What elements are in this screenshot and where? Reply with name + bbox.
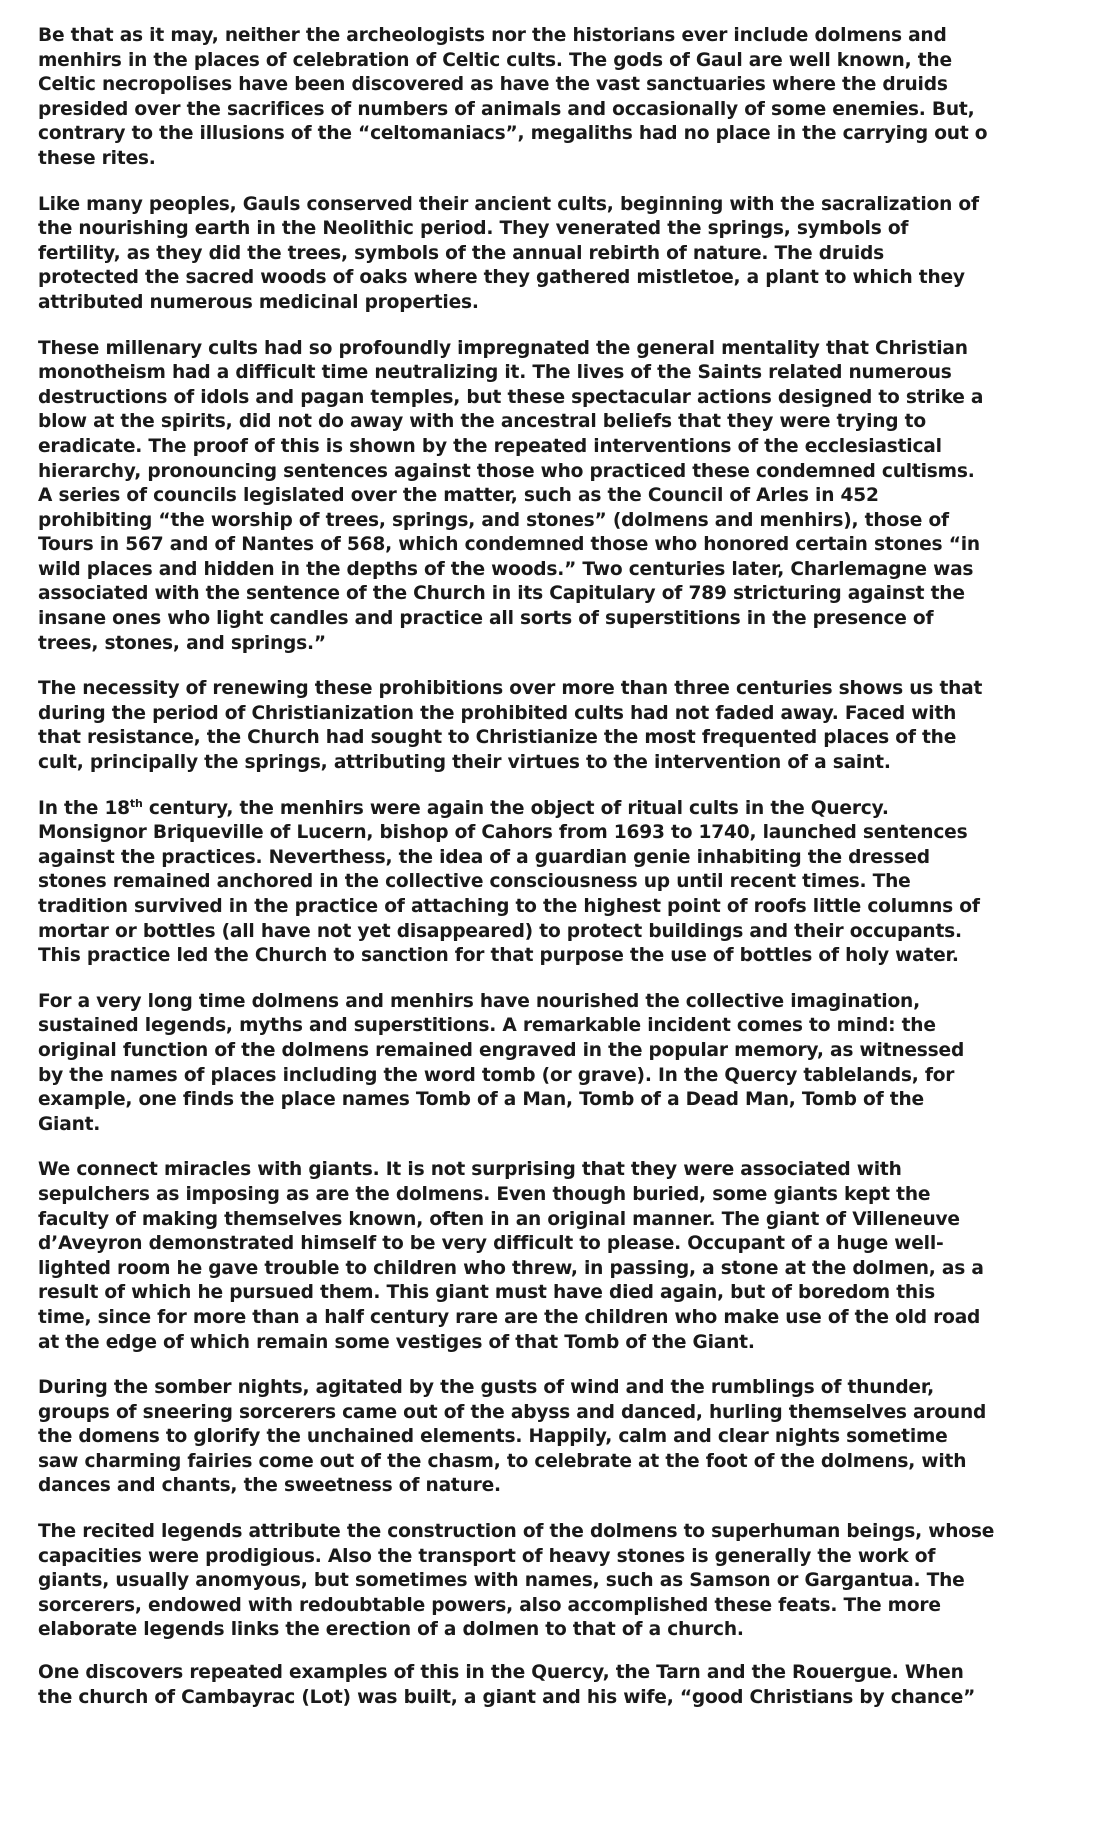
paragraph-christian-monotheism: These millenary cults had so profoundly impregnated the general mentality that Christian monotheism had a difficult time neutralizing it. The lives of the Saints related numerous destructions of idols and pagan temples, but these spectacular actions designed to strike a blow at the spirits, did not do away with the ancestral beliefs that they were trying to eradicate. The proof of this is shown by the repeated interventions of the ecclesiastical hierarchy, pronouncing sentences against those who practiced these condemned cultisms. A series of councils legislated over the matter, such as the Council of Arles in 452 prohibiting “the worship of trees, springs, and stones” (dolmens and menhirs), those of Tours in 567 and of Nantes of 568, which condemned those who honored certain stones “in wild places and hidden in the depths of the woods.” Two centuries later, Charlemagne was associated with the sentence of the Church in its Capitulary of 789 stricturing against the insane ones who light candles and practice all sorts of superstitions in the presence of trees, stones, and springs.”: [38, 337, 984, 654]
paragraph-gauls-ancient-cults: Like many peoples, Gauls conserved their ancient cults, beginning with the sacralization of the nourishing earth in the Neolithic period. They venerated the springs, symbols of fertility, as they did the trees, symbols of the annual rebirth of nature. The druids protected the sacred woods of oaks where they gathered mistletoe, a plant to which they attributed numerous medicinal properties.: [38, 193, 979, 313]
paragraph-cambayrac-church: One discovers repeated examples of this in the Quercy, the Tarn and the Rouergue. When the church of Cambayrac (Lot) was built, a giant and his wife, “good Christians by chance”: [38, 1662, 976, 1708]
paragraph-giants-miracles: We connect miracles with giants. It is not surprising that they were associated with sepulchers as imposing as are the dolmens. Even though buried, some giants kept the faculty of making themselves known, often in an original manner. The giant of Villeneuve d’Aveyron demonstrated himself to be very difficult to please. Occupant of a huge well- lighted room he gave trouble to children who threw, in passing, a stone at the dolmen, as a result of which he pursued them. This giant must have died again, but of boredom this time, since for more than a half century rare are the children who make use of the old road at the edge of which remain some vestiges of that Tomb of the Giant.: [38, 1159, 984, 1353]
paragraph-sorcerers-fairies: During the somber nights, agitated by the gusts of wind and the rumblings of thunder, groups of sneering sorcerers came out of the abyss and danced, hurling themselves around the domens to glorify the unchained elements. Happily, calm and clear nights sometime saw charming fairies come out of the chasm, to celebrate at the foot of the dolmens, with dances and chants, the sweetness of nature.: [38, 1377, 987, 1497]
ordinal-suffix: th: [129, 796, 143, 810]
paragraph-prohibitions: The necessity of renewing these prohibitions over more than three centuries shows us that during the period of Christianization the prohibited cults had not faded away. Faced with that resistance, the Church had sought to Christianize the most frequented places of the cult, principally the springs, attributing their virtues to the intervention of a saint.: [38, 678, 983, 774]
paragraph-megaliths-celtic-cults: Be that as it may, neither the archeologists nor the historians ever include dolmens and menhirs in the places of celebration of Celtic cults. The gods of Gaul are well known, the Celtic necropolises have been discovered as have the vast sanctuaries where the druids presided over the sacrifices of numbers of animals and occasionally of some enemies. But, contrary to the illusions of the “celtomaniacs”, megaliths had no place in the carrying out o these rites.: [38, 25, 988, 169]
paragraph-18th-century-menhirs: In the 18th century, the menhirs were again the object of ritual cults in the Quercy. Monsignor Briqueville of Lucern, bishop of Cahors from 1693 to 1740, launched sentences against the practices. Neverthess, the idea of a guardian genie inhabiting the dressed stones remained anchored in the collective consciousness up until recent times. The tradition survived in the practice of attaching to the highest point of roofs little columns of mortar or bottles (all have not yet disappeared) to protect buildings and their occupants. This practice led the Church to sanction for that purpose the use of bottles of holy water.: [38, 796, 980, 967]
document-body: [38, 24, 1100, 1731]
paragraph-collective-imagination: For a very long time dolmens and menhirs have nourished the collective imagination, sustained legends, myths and superstitions. A remarkable incident comes to mind: the original function of the dolmens remained engraved in the popular memory, as witnessed by the names of places including the word tomb (or grave). In the Quercy tablelands, for example, one finds the place names Tomb of a Man, Tomb of a Dead Man, Tomb of the Giant.: [38, 990, 965, 1135]
paragraph-recited-legends: The recited legends attribute the construction of the dolmens to superhuman beings, whose capacities were prodigious. Also the transport of heavy stones is generally the work of giants, usually anomyous, but sometimes with names, such as Samson or Gargantua. The sorcerers, endowed with redoubtable powers, also accomplished these feats. The more elaborate legends links the erection of a dolmen to that of a church.: [38, 1521, 995, 1641]
